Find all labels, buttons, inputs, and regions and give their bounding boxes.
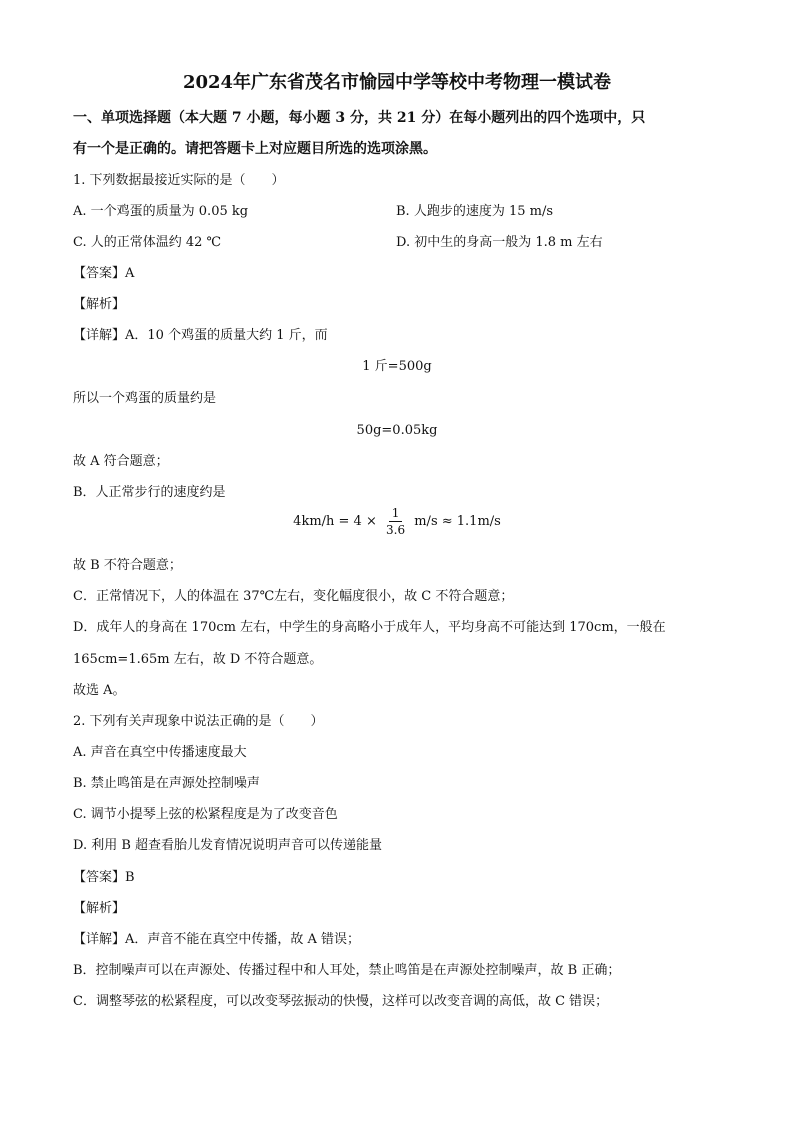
q1-option-b: B. 人跑步的速度为 15 m/s (396, 204, 554, 219)
q1-conclusion-a: 故 A 符合题意； (73, 454, 169, 469)
section-heading-line2: 有一个是正确的。请把答题卡上对应题目所选的选项涂黑。 (73, 141, 437, 157)
q1-speed-formula (0, 505, 794, 538)
fraction-numerator: 1 (389, 505, 403, 522)
q1-detail-b: B．人正常步行的速度约是 (73, 485, 226, 500)
q1-option-d: D. 初中生的身高一般为 1.8 m 左右 (396, 235, 603, 250)
q2-detail-a: 【详解】A．声音不能在真空中传播，故 A 错误； (73, 932, 361, 947)
q2-analysis-label: 【解析】 (73, 901, 126, 916)
q1-answer: 【答案】A (73, 266, 135, 281)
formula-right: m/s ≈ 1.1m/s (414, 514, 501, 529)
q2-detail-b: B．控制噪声可以在声源处、传播过程中和人耳处，禁止鸣笛是在声源处控制噪声，故 B 正确； (73, 963, 621, 978)
q1-detail-c: C．正常情况下，人的体温在 37℃左右，变化幅度很小，故 C 不符合题意； (73, 589, 514, 604)
q2-option-a: A. 声音在真空中传播速度最大 (73, 745, 247, 760)
q1-final-answer: 故选 A。 (73, 683, 126, 698)
q1-detail-a: 【详解】A．10 个鸡蛋的质量大约 1 斤，而 (73, 328, 328, 343)
q1-detail-d-line1: D．成年人的身高在 170cm 左右，中学生的身高略小于成年人，平均身高不可能达到 170cm，一般在 (73, 620, 666, 635)
fraction-denominator: 3.6 (386, 523, 406, 537)
q1-so-text: 所以一个鸡蛋的质量约是 (73, 391, 217, 406)
q2-detail-c: C．调整琴弦的松紧程度，可以改变琴弦振动的快慢，这样可以改变音调的高低，故 C 错误； (73, 994, 609, 1009)
q2-option-c: C. 调节小提琴上弦的松紧程度是为了改变音色 (73, 807, 338, 822)
q1-stem: 1. 下列数据最接近实际的是（ ） (73, 173, 285, 188)
page-title: 2024年广东省茂名市愉园中学等校中考物理一模试卷 (182, 72, 612, 93)
q2-answer: 【答案】B (73, 870, 135, 885)
formula-left: 4km/h = 4 × (293, 514, 377, 529)
q1-analysis-label: 【解析】 (73, 297, 126, 312)
q1-option-c: C. 人的正常体温约 42 ℃ (73, 235, 222, 250)
q2-option-d: D. 利用 B 超查看胎儿发育情况说明声音可以传递能量 (73, 838, 383, 853)
section-heading-line1: 一、单项选择题（本大题 7 小题，每小题 3 分，共 21 分）在每小题列出的四个选项中，只 (73, 110, 646, 126)
q1-equation-1: 1 斤=500g (362, 359, 432, 374)
q1-equation-2: 50g=0.05kg (356, 423, 438, 438)
formula-fraction (383, 505, 408, 538)
q1-conclusion-b: 故 B 不符合题意； (73, 558, 182, 573)
q1-detail-d-line2: 165cm=1.65m 左右，故 D 不符合题意。 (73, 652, 323, 667)
q2-option-b: B. 禁止鸣笛是在声源处控制噪声 (73, 776, 260, 791)
q1-option-a: A. 一个鸡蛋的质量为 0.05 kg (73, 204, 249, 219)
q2-stem: 2. 下列有关声现象中说法正确的是（ ） (73, 714, 324, 729)
